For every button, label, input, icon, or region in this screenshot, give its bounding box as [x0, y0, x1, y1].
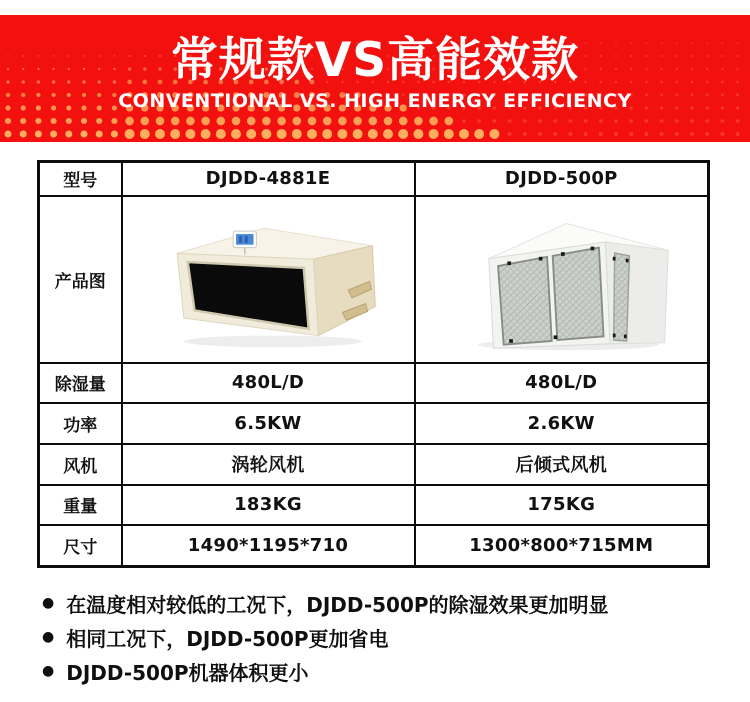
- table-row-fan: [39, 444, 709, 485]
- cell-power-high-efficiency: 2.6KW: [415, 403, 709, 444]
- notes-list: [40, 586, 609, 688]
- table-row-model: [39, 162, 709, 196]
- cell-model-conventional: DJDD-4881E: [122, 162, 415, 196]
- comparison-table: [37, 160, 710, 568]
- table-row-power: [39, 403, 709, 444]
- row-label-dimensions: 尺寸: [39, 525, 122, 567]
- cell-weight-high-efficiency: 175KG: [415, 485, 709, 525]
- bullet-icon: ●: [42, 595, 55, 611]
- row-label-capacity: 除湿量: [39, 363, 122, 403]
- cell-fan-high-efficiency: 后倾式风机: [415, 444, 709, 485]
- product-image-high-efficiency: [450, 205, 672, 353]
- note-text: 在温度相对较低的工况下，DJDD-500P的除湿效果更加明显: [66, 592, 609, 617]
- table-row-capacity: [39, 363, 709, 403]
- note-text: DJDD-500P机器体积更小: [66, 660, 309, 685]
- table-row-weight: [39, 485, 709, 525]
- note-text: 相同工况下，DJDD-500P更加省电: [66, 626, 389, 651]
- row-label-weight: 重量: [39, 485, 122, 525]
- note-item: [40, 586, 609, 620]
- banner-title: 常规款VS高能效款: [170, 33, 580, 88]
- row-label-power: 功率: [39, 403, 122, 444]
- bullet-icon: ●: [42, 663, 55, 679]
- cell-capacity-high-efficiency: 480L/D: [415, 363, 709, 403]
- cell-dimensions-conventional: 1490*1195*710: [122, 525, 415, 567]
- row-label-product-image: 产品图: [39, 196, 122, 363]
- cell-model-high-efficiency: DJDD-500P: [415, 162, 709, 196]
- note-item: [40, 654, 609, 688]
- cell-capacity-conventional: 480L/D: [122, 363, 415, 403]
- table-row-product-image: [39, 196, 709, 363]
- row-label-model: 型号: [39, 162, 122, 196]
- cell-dimensions-high-efficiency: 1300*800*715MM: [415, 525, 709, 567]
- cell-fan-conventional: 涡轮风机: [122, 444, 415, 485]
- cell-photo-high-efficiency: [415, 196, 709, 363]
- product-image-conventional: [152, 207, 384, 352]
- cell-photo-conventional: [122, 196, 415, 363]
- cell-weight-conventional: 183KG: [122, 485, 415, 525]
- row-label-fan: 风机: [39, 444, 122, 485]
- banner: [0, 15, 750, 142]
- note-item: [40, 620, 609, 654]
- bullet-icon: ●: [42, 629, 55, 645]
- banner-subtitle: CONVENTIONAL VS. HIGH ENERGY EFFICIENCY: [118, 90, 632, 113]
- cell-power-conventional: 6.5KW: [122, 403, 415, 444]
- table-row-dimensions: [39, 525, 709, 567]
